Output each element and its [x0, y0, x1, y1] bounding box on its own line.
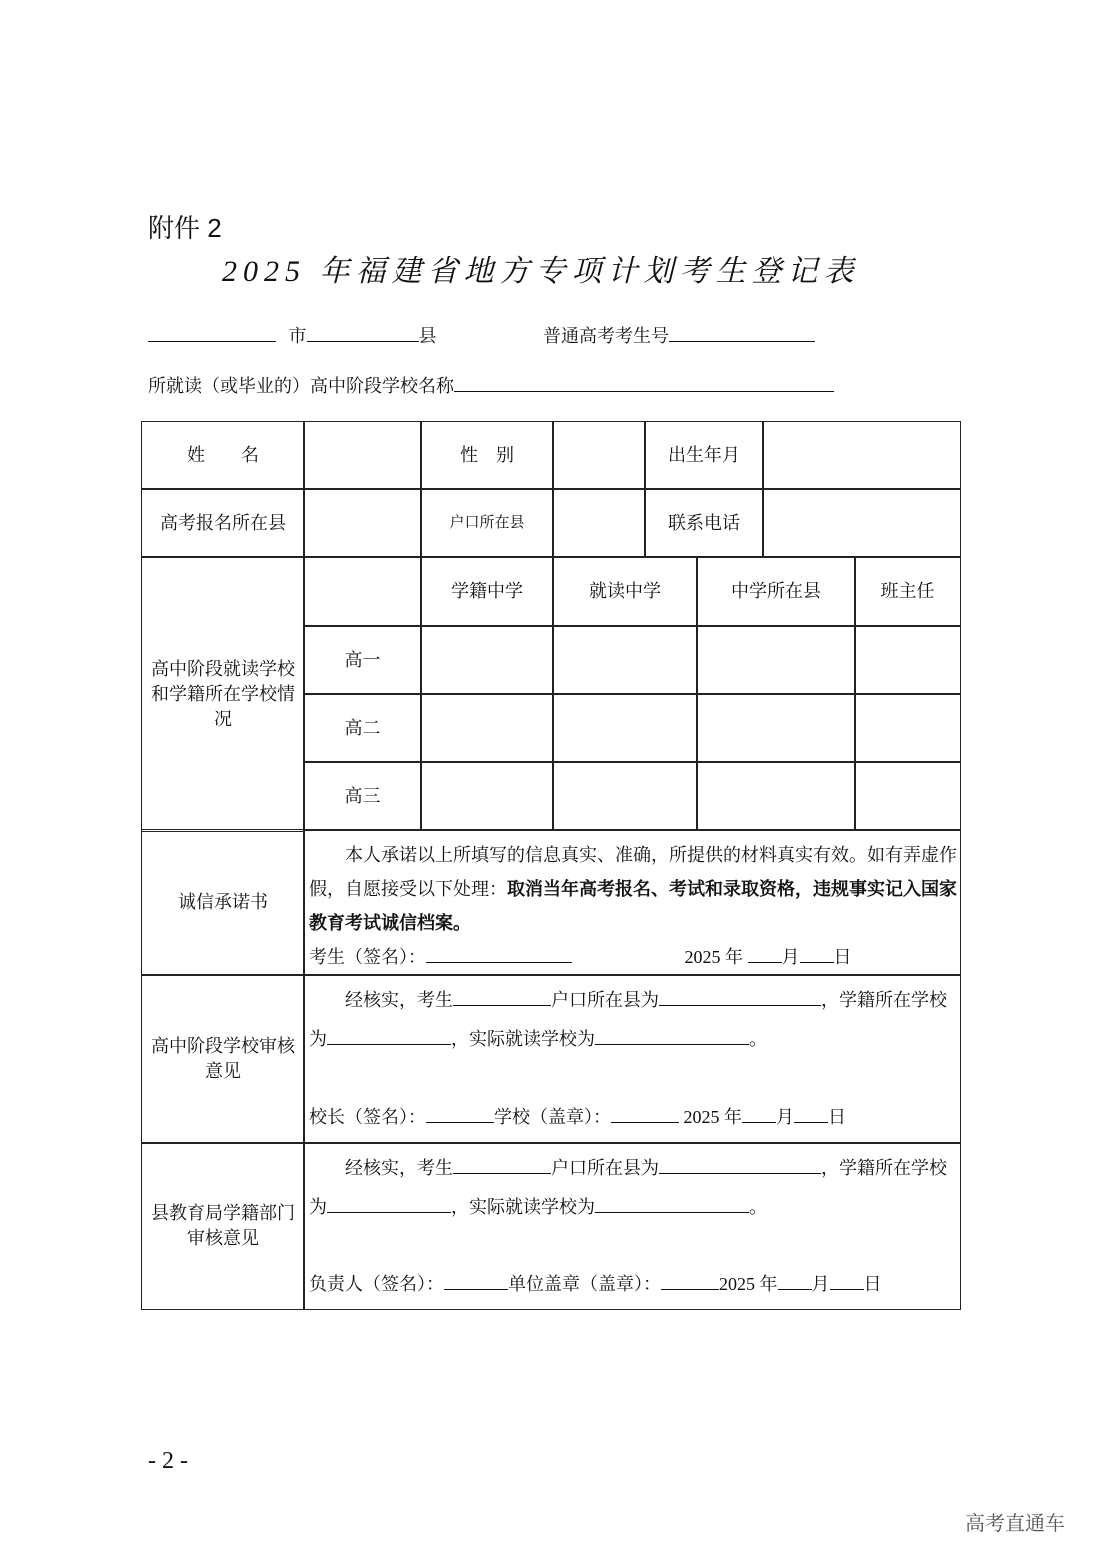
grade-cell[interactable] — [854, 625, 961, 695]
county-review-line-2: 为 ，实际就读学校为 。 — [309, 1190, 767, 1224]
city-suffix: 市 — [288, 326, 307, 346]
hukou-county-field[interactable] — [552, 488, 646, 558]
grade-cell[interactable] — [696, 625, 856, 695]
attachment-label: 附件 2 — [148, 213, 222, 243]
city-blank[interactable] — [148, 323, 276, 342]
school-review-line-1: 经核实，考生 户口所在县为 ，学籍所在学校 — [345, 983, 947, 1017]
day-blank[interactable] — [794, 1104, 828, 1123]
month-blank[interactable] — [748, 944, 782, 963]
exam-county-field[interactable] — [303, 488, 422, 558]
actual-school-blank[interactable] — [595, 1194, 749, 1213]
col-header: 就读中学 — [552, 556, 698, 627]
hukou-county-label: 户口所在县 — [420, 488, 554, 558]
pledge-label: 诚信承诺书 — [141, 829, 305, 976]
watermark: 高考直通车 — [965, 1513, 1065, 1535]
col-header: 班主任 — [854, 556, 961, 627]
exam-county-label: 高考报名所在县 — [141, 488, 305, 558]
grade-cell[interactable] — [696, 693, 856, 763]
phone-field[interactable] — [762, 488, 961, 558]
gender-field[interactable] — [552, 421, 646, 490]
grade-cell[interactable] — [854, 761, 961, 831]
exam-no-label: 普通高考考生号 — [543, 326, 669, 346]
owner-signature[interactable] — [444, 1271, 508, 1290]
birth-field[interactable] — [762, 421, 961, 490]
grade-cell[interactable] — [420, 693, 554, 763]
grade-label: 高三 — [303, 761, 422, 831]
grade-label: 高二 — [303, 693, 422, 763]
unit-seal[interactable] — [661, 1271, 719, 1290]
school-review-label: 高中阶段学校审核意见 — [141, 974, 305, 1144]
header-line-1 — [148, 322, 815, 348]
school-label: 所就读（或毕业的）高中阶段学校名称 — [148, 376, 454, 396]
page-title: 2025 年福建省地方专项计划考生登记表 — [222, 255, 860, 288]
col-header: 学籍中学 — [420, 556, 554, 627]
school-seal[interactable] — [611, 1104, 679, 1123]
school-review-line-2: 为 ，实际就读学校为 。 — [309, 1022, 767, 1056]
pledge-text: 本人承诺以上所填写的信息真实、准确，所提供的材料真实有效。如有弄虚作假，自愿接受以下处理：取消当年高考报名、考试和录取资格，违规事实记入国家教育考试诚信档案。 — [309, 845, 957, 933]
county-suffix: 县 — [418, 326, 437, 346]
county-blank[interactable] — [307, 323, 419, 342]
grade-cell[interactable] — [552, 761, 698, 831]
corner-cell — [303, 556, 422, 627]
school-review-sign-line: 校长（签名）： 学校（盖章）： 2025 年 月 日 — [309, 1100, 846, 1134]
grade-cell[interactable] — [552, 693, 698, 763]
month-blank[interactable] — [742, 1104, 776, 1123]
grade-cell[interactable] — [696, 761, 856, 831]
pledge-bold: 取消当年高考报名、考试和录取资格，违规事实记入国家教育考试诚信档案。 — [309, 879, 957, 933]
phone-label: 联系电话 — [644, 488, 764, 558]
col-header: 中学所在县 — [696, 556, 856, 627]
grade-cell[interactable] — [420, 761, 554, 831]
county-review-line-1: 经核实，考生 户口所在县为 ，学籍所在学校 — [345, 1151, 947, 1185]
gender-label: 性 别 — [420, 421, 554, 490]
page-number: - 2 - — [148, 1448, 188, 1474]
registry-school-blank[interactable] — [327, 1026, 451, 1045]
grade-cell[interactable] — [552, 625, 698, 695]
pledge-sign-line: 考生（签名）： 2025 年 月 日 — [309, 940, 852, 974]
student-signature[interactable] — [426, 944, 572, 963]
header-line-2 — [148, 372, 834, 398]
grade-cell[interactable] — [420, 625, 554, 695]
month-blank[interactable] — [778, 1271, 812, 1290]
school-blank[interactable] — [454, 373, 834, 392]
principal-signature[interactable] — [426, 1104, 494, 1123]
registry-school-blank[interactable] — [327, 1194, 451, 1213]
school-info-label: 高中阶段就读学校和学籍所在学校情况 — [141, 556, 305, 832]
actual-school-blank[interactable] — [595, 1026, 749, 1045]
exam-no-blank[interactable] — [669, 323, 815, 342]
day-blank[interactable] — [800, 944, 834, 963]
student-blank[interactable] — [453, 1155, 551, 1174]
birth-label: 出生年月 — [644, 421, 764, 490]
county-review-sign-line: 负责人（签名）： 单位盖章（盖章）： 2025 年 月 日 — [309, 1267, 882, 1301]
grade-label: 高一 — [303, 625, 422, 695]
name-field[interactable] — [303, 421, 422, 490]
day-blank[interactable] — [830, 1271, 864, 1290]
name-label: 姓 名 — [141, 421, 305, 490]
hukou-blank[interactable] — [659, 987, 821, 1006]
student-blank[interactable] — [453, 987, 551, 1006]
hukou-blank[interactable] — [659, 1155, 821, 1174]
grade-cell[interactable] — [854, 693, 961, 763]
county-review-label: 县教育局学籍部门审核意见 — [141, 1142, 305, 1310]
